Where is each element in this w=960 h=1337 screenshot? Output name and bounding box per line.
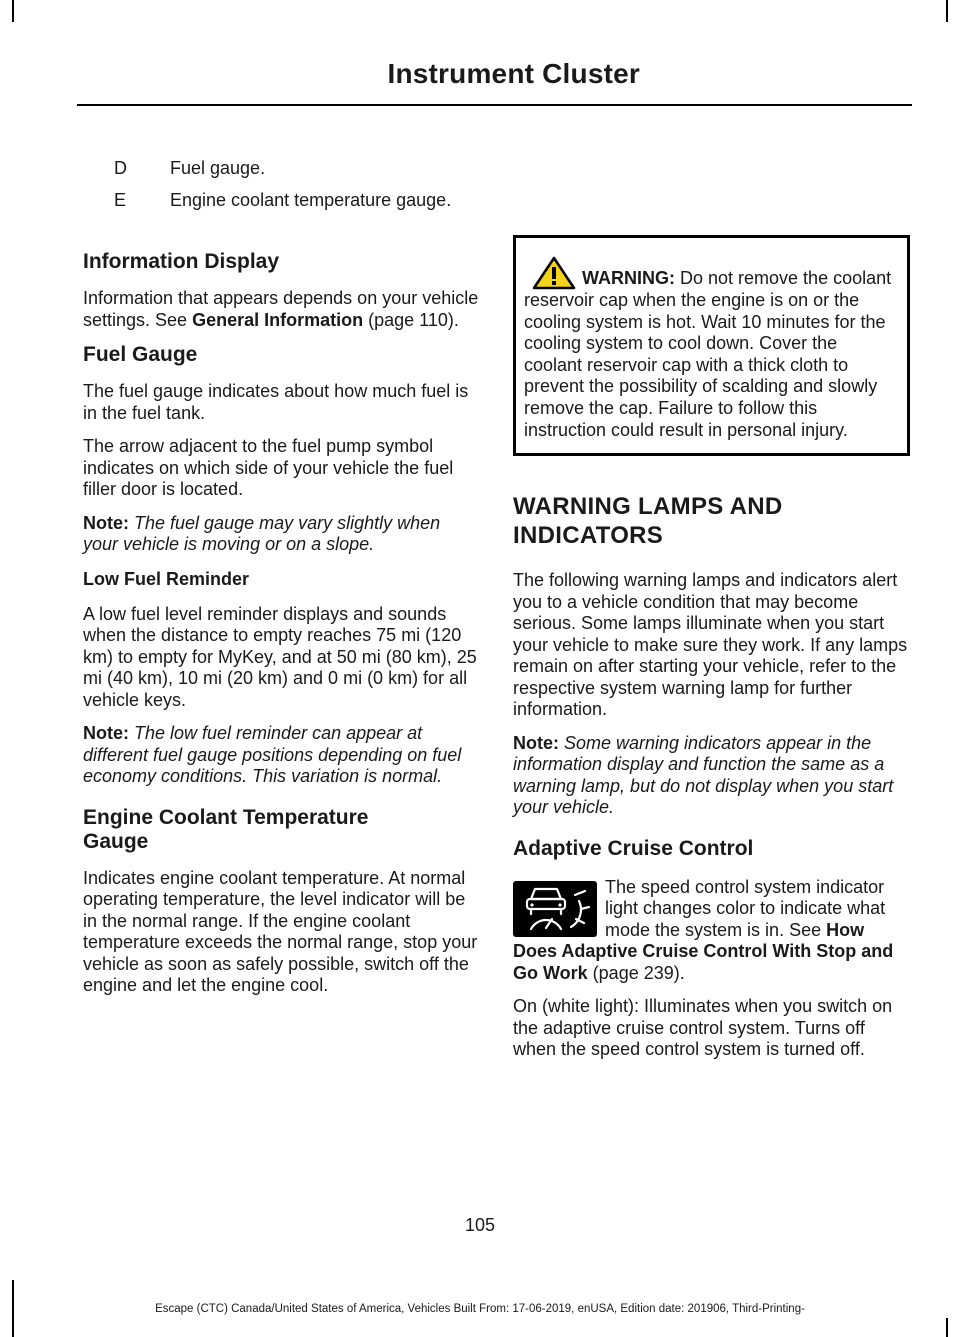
page-header-title: Instrument Cluster <box>387 58 640 89</box>
warning-text: Do not remove the coolant reservoir cap when the engine is on or the cooling system is hot. Wait 10 minutes for the cooling system to cool down. Cover the coolant reservoir cap with a thick cloth to prevent the possibility of scalding and slowly remove the cap. Failure to follow this instruction could result in personal injury. <box>524 268 892 440</box>
definition-text: Engine coolant temperature gauge. <box>170 190 452 210</box>
text: The speed control system indicator light changes color to indicate what mode the system is in. See <box>605 876 886 940</box>
definition-item <box>114 158 451 190</box>
paragraph: The following warning lamps and indicators alert you to a vehicle condition that may become serious. Some lamps illuminate when you start your vehicle to make sure they work. If any lamps remain on after starting your vehicle, refer to the respective system warning lamp for further information. <box>513 570 908 720</box>
heading-adaptive-cruise-control: Adaptive Cruise Control <box>513 836 754 860</box>
note-text: The low fuel reminder can appear at different fuel gauge positions depending on fuel economy conditions. This variation is normal. <box>83 723 462 786</box>
note-label: Note: <box>83 512 129 533</box>
note-text: The fuel gauge may vary slightly when your vehicle is moving or on a slope. <box>83 512 441 554</box>
heading-information-display: Information Display <box>83 250 280 273</box>
crop-mark <box>946 0 948 22</box>
section-title-line: WARNING LAMPS AND <box>513 493 783 521</box>
heading-fuel-gauge: Fuel Gauge <box>83 343 198 366</box>
note <box>513 733 908 819</box>
page-reference: (page 110). <box>363 309 459 330</box>
left-column <box>83 250 479 1009</box>
note <box>83 513 479 556</box>
page-reference: (page 239). <box>587 962 685 983</box>
cross-reference-link[interactable]: General Information <box>192 309 364 330</box>
section-title <box>513 492 908 550</box>
cross-reference-link[interactable]: How Does Adaptive Cruise Control With Stop and Go Work <box>513 919 894 983</box>
section-title-line: INDICATORS <box>513 522 664 550</box>
definition-key: D <box>114 158 127 178</box>
note-label: Note: <box>513 732 559 753</box>
note-text: Some warning indicators appear in the information display and function the same as a warning lamp, but do not display when you start your vehicle. <box>513 732 894 818</box>
definition-key: E <box>114 190 127 210</box>
adaptive-cruise-control-icon <box>513 881 597 937</box>
note <box>83 723 479 788</box>
text: Information that appears depends on your vehicle settings. See <box>83 288 479 330</box>
paragraph <box>83 288 479 331</box>
paragraph <box>513 877 908 985</box>
heading-low-fuel-reminder: Low Fuel Reminder <box>83 568 250 589</box>
footer-edition-info: Escape (CTC) Canada/United States of America, Vehicles Built From: 17-06-2019, enUSA, Edition date: 201906, Third-Printing- <box>155 1303 805 1315</box>
definition-text: Fuel gauge. <box>170 158 266 178</box>
warning-label: WARNING: <box>582 268 675 288</box>
paragraph: On (white light): Illuminates when you switch on the adaptive cruise control system. Turns off when the speed control system is turned off. <box>513 996 893 1060</box>
crop-mark <box>946 1318 948 1337</box>
paragraph: The fuel gauge indicates about how much fuel is in the fuel tank. <box>83 381 469 423</box>
paragraph: The arrow adjacent to the fuel pump symbol indicates on which side of your vehicle the fuel filler door is located. <box>83 436 454 499</box>
paragraph: A low fuel level reminder displays and sounds when the distance to empty reaches 75 mi (120 km) to empty for MyKey, and at 50 mi (80 km), 25 mi (40 km), 10 mi (20 km) and 0 mi (0 km) for all vehicle keys. <box>83 603 477 710</box>
definition-list <box>114 158 451 222</box>
definition-item <box>114 190 451 222</box>
page-number: 105 <box>464 1215 496 1235</box>
header-divider <box>77 104 912 106</box>
heading-engine-coolant-temperature-gauge: Engine Coolant Temperature Gauge <box>83 805 369 853</box>
paragraph: Indicates engine coolant temperature. At normal operating temperature, the level indicator will be in the normal range. If the engine coolant temperature exceeds the normal range, stop your vehicle as soon as safely possible, switch off the engine and let the engine cool. <box>83 867 478 995</box>
warning-box <box>513 235 910 456</box>
right-column <box>513 235 908 1073</box>
note-label: Note: <box>83 723 129 743</box>
warning-triangle-icon <box>532 256 576 290</box>
crop-mark <box>12 0 14 22</box>
